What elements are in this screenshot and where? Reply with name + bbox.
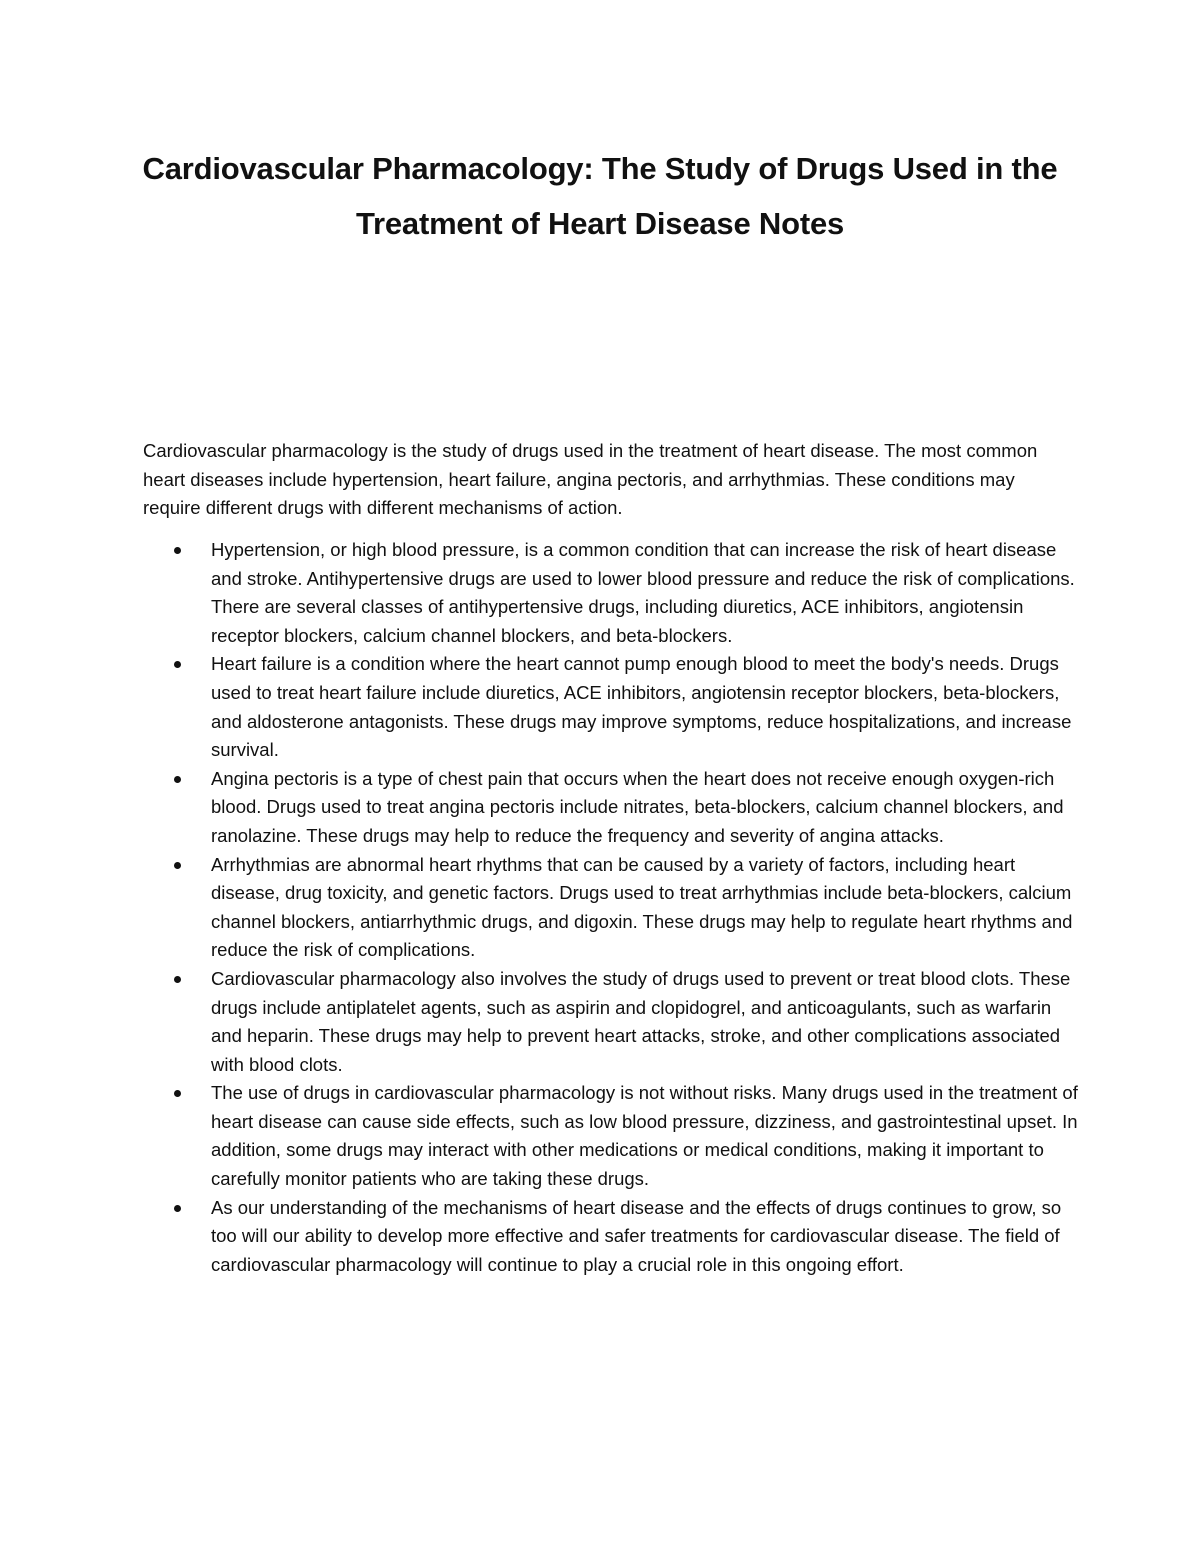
list-item [0,765,1200,851]
list-item [0,650,1200,764]
list-item [0,1194,1200,1280]
list-item [0,965,1200,1079]
list-item [0,536,1200,650]
bullet-text: The use of drugs in cardiovascular pharmacology is not without risks. Many drugs used in the treatment of heart disease can cause side effects, such as low blood pressure, dizziness, and gastrointestinal upset. In addition, some drugs may interact with other medications or medical conditions, making it important to carefully monitor patients who are taking these drugs. [211,1082,1078,1190]
bullet-text: Heart failure is a condition where the heart cannot pump enough blood to meet the body's needs. Drugs used to treat heart failure include diuretics, ACE inhibitors, angiotensin receptor blockers, beta-blockers, and aldosterone antagonists. These drugs may improve symptoms, reduce hospitalizations, and increase survival. [211,653,1072,761]
page-title: Cardiovascular Pharmacology: The Study of Drugs Used in the Treatment of Heart Disease Notes [142,151,1058,241]
bullet-icon [174,1205,181,1212]
bullet-icon [174,661,181,668]
bullet-text: Arrhythmias are abnormal heart rhythms that can be caused by a variety of factors, including heart disease, drug toxicity, and genetic factors. Drugs used to treat arrhythmias include beta-blockers, calcium channel blockers, antiarrhythmic drugs, and digoxin. These drugs may help to regulate heart rhythms and reduce the risk of complications. [211,853,1073,961]
list-item [0,1079,1200,1193]
bullet-text: Angina pectoris is a type of chest pain that occurs when the heart does not receive enough oxygen-rich blood. Drugs used to treat angina pectoris include nitrates, beta-blockers, calcium channel blockers, and ranolazine. These drugs may help to reduce the frequency and severity of angina attacks. [211,767,1064,846]
bullet-icon [174,776,181,783]
bullet-icon [174,862,181,869]
bullet-text: Hypertension, or high blood pressure, is a common condition that can increase the risk of heart disease and stroke. Antihypertensive drugs are used to lower blood pressure and reduce the risk of complications. There are several classes of antihypertensive drugs, including diuretics, ACE inhibitors, angiotensin receptor blockers, calcium channel blockers, and beta-blockers. [211,539,1075,646]
bullet-icon [174,976,181,983]
bullet-text: Cardiovascular pharmacology also involves the study of drugs used to prevent or treat blood clots. These drugs include antiplatelet agents, such as aspirin and clopidogrel, and anticoagulants, such as warfarin and heparin. These drugs may help to prevent heart attacks, stroke, and other complications associated with blood clots. [211,967,1071,1075]
bullet-icon [174,1090,181,1097]
list-item [0,851,1200,965]
intro-paragraph: Cardiovascular pharmacology is the study of drugs used in the treatment of heart disease. The most common heart diseases include hypertension, heart failure, angina pectoris, and arrhythmias. These conditions may require different drugs with different mechanisms of action. [143,440,1038,519]
bullet-list [0,536,1200,1279]
bullet-icon [174,547,181,554]
bullet-text: As our understanding of the mechanisms of heart disease and the effects of drugs continues to grow, so too will our ability to develop more effective and safer treatments for cardiovascular disease. The field of cardiovascular pharmacology will continue to play a crucial role in this ongoing effort. [211,1196,1062,1275]
